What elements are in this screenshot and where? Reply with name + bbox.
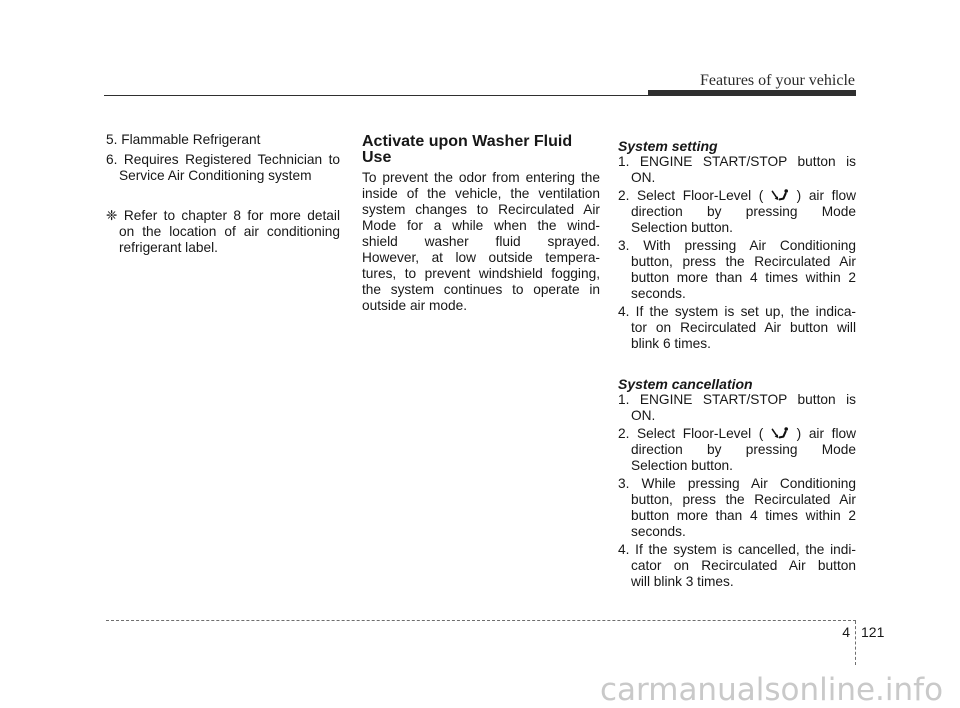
section-heading	[362, 134, 600, 166]
text-line: cator on Recirculated Air button	[631, 558, 856, 573]
text-line: 1. ENGINE START/STOP button is	[618, 392, 856, 407]
text-line: shield washer fluid sprayed.	[362, 234, 600, 249]
text-line: 4. If the system is cancelled, the indi-	[618, 542, 856, 557]
text-line: 5. Flammable Refrigerant	[106, 132, 261, 147]
text-line: Selection button.	[631, 220, 733, 235]
list-item	[106, 132, 340, 148]
text-line: refrigerant label.	[119, 240, 218, 255]
text-line: direction by pressing Mode	[631, 442, 856, 457]
text-line: 3. With pressing Air Conditioning	[618, 238, 856, 253]
text-line: Service Air Conditioning system	[119, 168, 312, 183]
floor-level-airflow-icon	[771, 189, 789, 202]
text-line: system changes to Recirculated Air	[362, 202, 600, 217]
floor-level-airflow-icon	[771, 427, 789, 440]
list-item	[106, 152, 340, 184]
text-line: seconds.	[631, 286, 686, 301]
text-line: button more than 4 times within 2	[631, 508, 856, 523]
text-line: seconds.	[631, 524, 686, 539]
line-text-before-icon: 2. Select Floor-Level (	[618, 426, 764, 441]
procedure-section	[618, 376, 856, 590]
text-line: 1. ENGINE START/STOP button is	[618, 154, 856, 169]
text-line: ON.	[631, 408, 656, 423]
text-line: on the location of air conditioning	[119, 224, 340, 239]
body-paragraph	[362, 170, 600, 314]
chapter-number: 4	[842, 624, 850, 640]
watermark: carmanualsonline.info	[600, 672, 944, 708]
page-number: 121	[861, 624, 885, 640]
list-item	[618, 304, 856, 352]
left-column	[106, 132, 340, 256]
list-item	[618, 542, 856, 590]
text-line: 4. If the system is set up, the indica-	[618, 304, 856, 319]
line-text-after-icon: ) air flow	[796, 188, 857, 203]
list-item	[618, 476, 856, 540]
text-line: outside air mode.	[362, 298, 467, 313]
text-line-with-icon	[618, 426, 856, 442]
subheading: System setting	[618, 138, 718, 154]
text-line: tor on Recirculated Air button will	[631, 320, 856, 335]
procedure-section	[618, 138, 856, 352]
text-line: However, at low outside tempera-	[362, 250, 600, 265]
line-text-after-icon: ) air flow	[796, 426, 857, 441]
text-line: tures, to prevent windshield fogging,	[362, 266, 600, 281]
middle-column	[362, 134, 600, 314]
list-item	[618, 238, 856, 302]
text-line: 3. While pressing Air Conditioning	[618, 476, 856, 491]
text-line: 6. Requires Registered Technician to	[106, 152, 340, 167]
text-line: direction by pressing Mode	[631, 204, 856, 219]
text-line: blink 6 times.	[631, 336, 711, 351]
text-line: Mode for a while when the wind-	[362, 218, 600, 233]
line-text-before-icon: 2. Select Floor-Level (	[618, 188, 764, 203]
text-line: will blink 3 times.	[631, 574, 734, 589]
subheading: System cancellation	[618, 376, 753, 392]
list-item	[618, 392, 856, 424]
text-line: button, press the Recirculated Air	[631, 492, 856, 507]
text-line: button more than 4 times within 2	[631, 270, 856, 285]
list-item	[106, 208, 340, 256]
list-item	[618, 426, 856, 474]
page-number-divider	[855, 621, 856, 665]
footer-rule	[106, 620, 856, 621]
section-title: Features of your vehicle	[699, 72, 855, 89]
right-column	[618, 138, 856, 590]
list-item	[618, 188, 856, 236]
text-line: To prevent the odor from entering the	[362, 170, 600, 185]
text-line: the system continues to operate in	[362, 282, 600, 297]
text-line: ❈ Refer to chapter 8 for more detail	[106, 208, 340, 223]
heading-line: Activate upon Washer Fluid	[362, 133, 573, 150]
text-line: Selection button.	[631, 458, 733, 473]
header-accent-bar	[648, 90, 856, 96]
text-line: ON.	[631, 170, 656, 185]
text-line: inside of the vehicle, the ventilation	[362, 186, 600, 201]
text-line-with-icon	[618, 188, 856, 204]
list-item	[618, 154, 856, 186]
text-line: button, press the Recirculated Air	[631, 254, 856, 269]
heading-line: Use	[362, 149, 392, 166]
